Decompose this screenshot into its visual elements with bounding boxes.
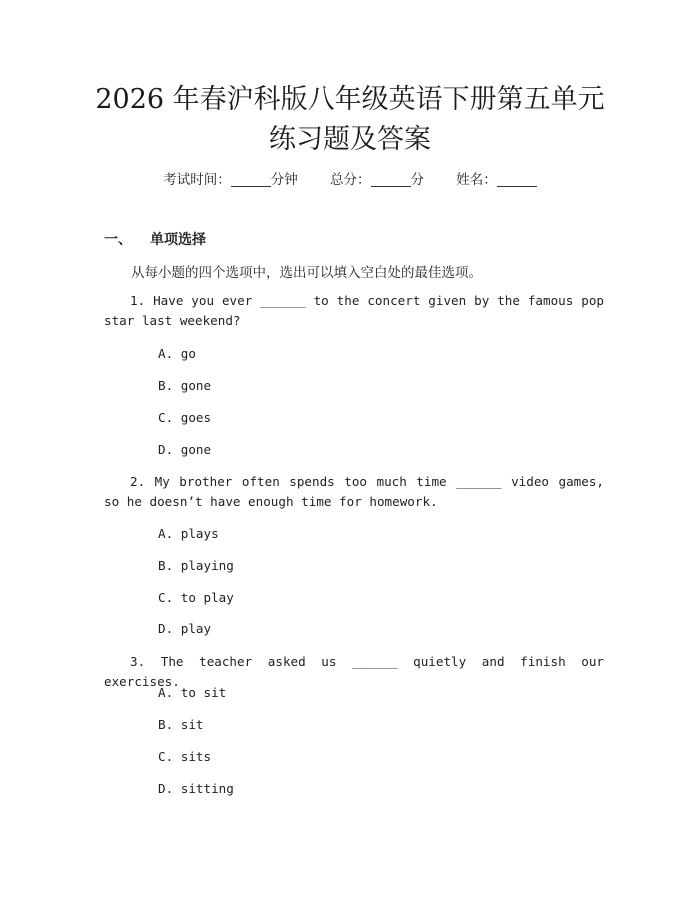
total-score-unit: 分 [410,172,424,188]
question-3-option-c: C. sits [158,749,212,764]
exam-time-blank [231,172,271,187]
section-heading [104,229,206,249]
question-2-option-a: A. plays [158,526,219,541]
question-2-option-b: B. playing [158,558,234,573]
total-score-blank [371,172,411,187]
exam-time-unit: 分钟 [270,172,298,188]
question-3-text: 3. The teacher asked us ______ quietly and finish our exercises. [104,654,604,689]
question-2-option-c: C. to play [158,590,234,605]
question-3-option-b: B. sit [158,717,204,732]
exam-time-field [163,168,298,188]
student-name-field [456,168,537,188]
question-1-option-b: B. gone [158,378,212,393]
section-instruction: 从每小题的四个选项中，选出可以填入空白处的最佳选项。 [131,265,482,281]
exam-time-label: 考试时间： [163,172,231,188]
question-2-option-d: D. play [158,621,212,636]
question-1-option-a: A. go [158,346,196,361]
question-1-text: 1. Have you ever ______ to the concert given by the famous pop star last weekend? [104,293,604,328]
question-2-text: 2. My brother often spends too much time ______ video games, so he doesn’t have enough time for homework. [104,474,604,509]
exam-meta-line [0,168,700,188]
section-number: 一、 [104,232,132,248]
question-3-option-a: A. to sit [158,685,227,700]
question-1-option-c: C. goes [158,410,212,425]
section-title: 单项选择 [150,232,206,248]
question-1-option-d: D. gone [158,442,212,457]
student-name-label: 姓名： [456,172,497,188]
student-name-blank [497,172,537,187]
document-title: 2026 年春沪科版八年级英语下册第五单元练习题及答案 [95,84,605,155]
question-3-option-d: D. sitting [158,781,234,796]
total-score-label: 总分： [330,172,371,188]
total-score-field [330,168,424,188]
